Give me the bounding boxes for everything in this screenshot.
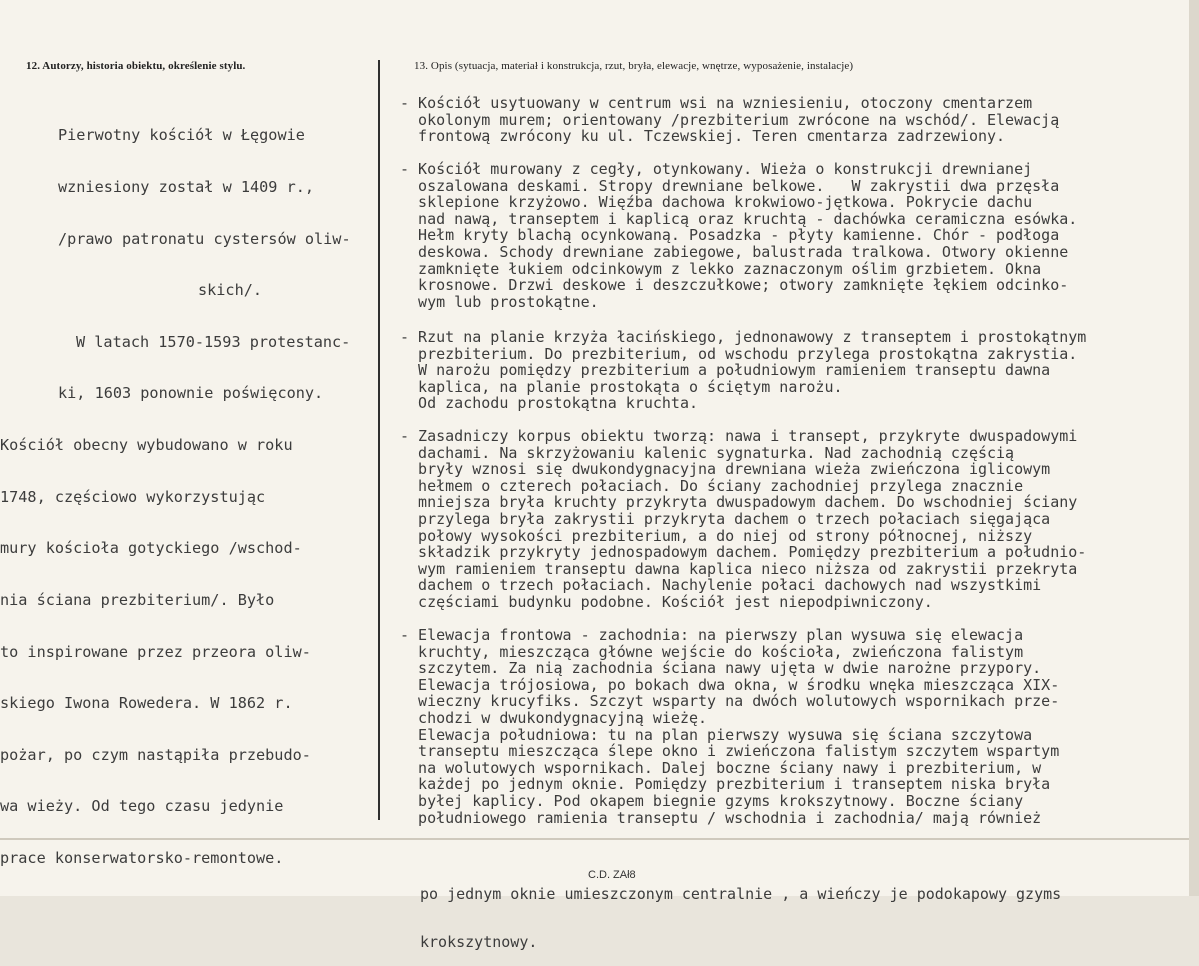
description-paragraph-location [400,95,1170,145]
description-line: - Zasadniczy korpus obiektu tworzą: nawa i transept, przykryte dwuspadowymi [400,427,1078,445]
history-line: mury kościoła gotyckiego /wschod- [0,539,302,558]
description-line: składzik przykryty jednospadowym dachem. Pomiędzy prezbiterium a południo- [400,543,1087,562]
description-line: nad nawą, transeptem i kaplicą oraz kruchtą - dachówka ceramiczna esówka. [400,209,1078,228]
description-line: chodzi w dwukondygnacyjną wieżę. [400,708,708,727]
description-line: wym ramieniem transeptu dawna kaplica nieco niższa od zakrystii przekryta [400,559,1078,578]
description-line: prezbiterium. Do prezbiterium, od wschodu przylega prostokątna zakrystia. [400,344,1078,363]
history-line: Kościół obecny wybudowano w roku [0,436,293,455]
description-line: byłej kaplicy. Pod okapem biegnie gzyms krokszytnowy. Boczne ściany [400,791,1024,810]
description-paragraph-elevations [400,627,1170,826]
history-line: skich/. [198,281,263,300]
continuation-line: krokszytnowy. [420,933,538,951]
history-line: W latach 1570-1593 protestanc- [76,332,351,351]
description-line: Od zachodu prostokątna kruchta. [400,394,699,413]
description-line: - Rzut na planie krzyża łacińskiego, jednonawowy z transeptem i prostokątnym [400,328,1087,346]
history-line: wzniesiony został w 1409 r., [58,178,315,197]
history-line: prace konserwatorsko-remontowe. [0,848,284,867]
history-line: ki, 1603 ponownie poświęcony. [58,384,324,403]
description-line: sklepione krzyżowo. Więźba dachowa krokwiowo-jętkowa. Pokrycie dachu [400,193,1033,212]
description-paragraph-plan [400,329,1170,412]
description-line: na wolutowych wspornikach. Dalej boczne ściany nawy i prezbiterium, w [400,758,1042,777]
history-line: to inspirowane przez przeora oliw- [0,642,311,661]
description-line: wieczny krucyfiks. Szczyt wsparty na dwóch wolutowych wspornikach prze- [400,692,1060,711]
description-paragraph-materials [400,161,1170,310]
history-line: nia ściana prezbiterium/. Było [0,590,275,609]
description-line: szczytem. Za nią zachodnia ściana nawy ujęta w dwie narożne przypory. [400,659,1042,678]
history-line: 1748, częściowo wykorzystując [0,487,266,506]
description-line: kaplica, na planie prostokąta o ściętym narożu. [400,377,843,396]
description-line: każdej po jednym oknie. Pomiędzy prezbiterium i transeptem niska bryła [400,775,1051,794]
description-line: zamknięte łukiem odcinkowym z lekko zaznaczonym oślim grzbietem. Okna [400,259,1042,278]
history-line: /prawo patronatu cystersów oliw- [58,229,351,248]
history-line: pożar, po czym nastąpiła przebudo- [0,745,311,764]
description-line: dachem o trzech połaciach. Nachylenie połaci dachowych nad wszystkimi [400,576,1042,595]
description-line: hełmem o czterech połaciach. Do ściany zachodniej przylega znacznie [400,476,1024,495]
archive-stamp: C.D. ZAł8 [588,869,636,881]
history-text [0,93,368,884]
description-line: dachami. Na skrzyżowaniu kalenic sygnaturka. Nad zachodnią częścią [400,443,1015,462]
description-line: W narożu pomiędzy prezbiterium a południowym ramieniem transeptu dawna [400,361,1051,380]
description-line: - Kościół murowany z cegły, otynkowany. Wieża o konstrukcji drewnianej [400,160,1033,178]
description-line: frontową zwrócony ku ul. Tczewskiej. Teren cmentarza zadrzewiony. [400,127,1006,146]
description-line: transeptu mieszcząca ślepe okno i zwieńczona falistym szczytem wspartym [400,742,1060,761]
description-line: południowego ramienia transeptu / wschodnia i zachodnia/ mają również [400,808,1042,827]
description-line: bryły wznosi się dwukondygnacyjna drewniana wieża zwieńczona iglicowym [400,460,1051,479]
history-line: Pierwotny kościół w Łęgowie [58,126,305,145]
history-line: wa wieży. Od tego czasu jedynie [0,797,284,816]
description-line: wym lub prostokątne. [400,292,599,311]
column-divider [378,60,380,820]
description-line: przylega bryła zakrystii przykryta dachem o trzech połaciach sięgająca [400,509,1051,528]
continuation-text [420,854,1061,966]
description-line: krosnowe. Drzwi deskowe i deszczułkowe; otwory zamknięte łękiem odcinko- [400,276,1069,295]
section-12-heading: 12. Autorzy, historia obiektu, określenie stylu. [26,60,246,72]
description-line: Hełm kryty blachą ocynkowaną. Posadzka - płyty kamienne. Chór - podłoga [400,226,1060,245]
description-line: połowy wysokości prezbiterium, a do niej od strony północnej, niższy [400,526,1033,545]
continuation-line: po jednym oknie umieszczonym centralnie , a wieńczy je podokapowy gzyms [420,885,1062,903]
section-13-heading: 13. Opis (sytuacja, materiał i konstrukcja, rzut, bryła, elewacje, wnętrze, wyposażenie, instalacje) [414,60,854,72]
description-line: częściami budynku podobne. Kościół jest niepodpiwniczony. [400,592,933,611]
history-line: skiego Iwona Rowedera. W 1862 r. [0,694,293,713]
description-line: Elewacja południowa: tu na plan pierwszy wysuwa się ściana szczytowa [400,725,1033,744]
description-line: Elewacja trójosiowa, po bokach dwa okna, w środku wnęka mieszcząca XIX- [400,675,1060,694]
description-line: - Kościół usytuowany w centrum wsi na wzniesieniu, otoczony cmentarzem [400,94,1033,112]
description-line: mniejsza bryła kruchty przykryta dwuspadowym dachem. Do wschodniej ściany [400,493,1078,512]
description-paragraph-body [400,428,1170,611]
description-line: kruchty, mieszcząca główne wejście do kościoła, zwieńczona falistym [400,642,1024,661]
description-line: oszalowana deskami. Stropy drewniane belkowe. W zakrystii dwa przęsła [400,176,1060,195]
description-line: deskowa. Schody drewniane zabiegowe, balustrada tralkowa. Otwory okienne [400,242,1069,261]
sheet-edge [1189,0,1199,896]
description-line: okolonym murem; orientowany /prezbiterium zwrócone na wschód/. Elewacją [400,110,1060,129]
description-line: - Elewacja frontowa - zachodnia: na pierwszy plan wysuwa się elewacja [400,626,1024,644]
